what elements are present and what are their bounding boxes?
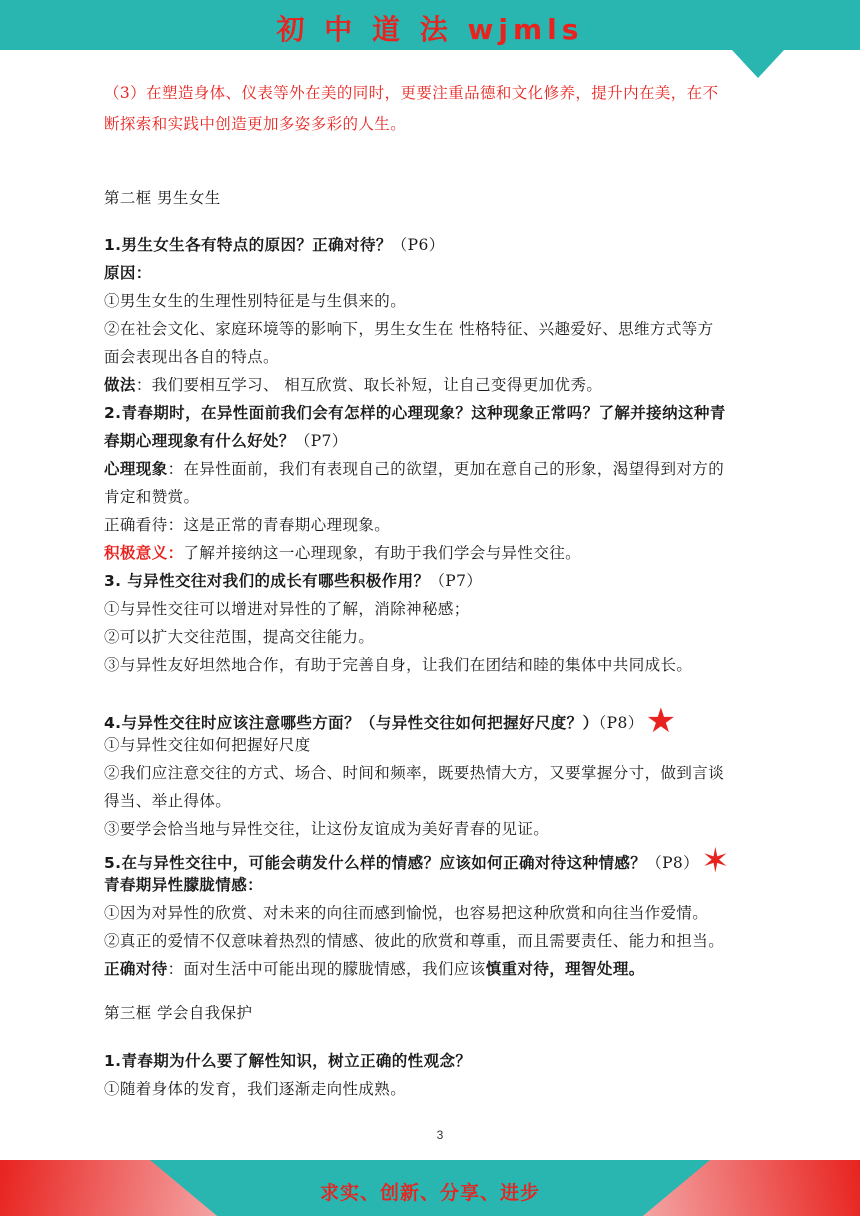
text-segment: 心理现象	[104, 460, 168, 478]
text-line	[104, 568, 784, 594]
text-line	[104, 816, 784, 842]
text-segment: ：我们要相互学习、 相互欣赏、取长补短，让自己变得更加优秀。	[135, 376, 603, 394]
text-segment: 2.青春期时，在异性面前我们会有怎样的心理现象？这种现象正常吗？了解并接纳这种青	[104, 404, 726, 422]
text-segment: （P7）	[294, 432, 348, 450]
text-line	[104, 185, 784, 211]
header-tab-shape	[732, 50, 784, 78]
text-segment: 面会表现出各自的特点。	[104, 348, 279, 366]
text-line	[104, 484, 784, 510]
text-segment: 1.男生女生各有特点的原因？正确对待？	[104, 236, 392, 254]
text-line	[104, 80, 784, 106]
text-segment: ②可以扩大交往范围，提高交往能力。	[104, 628, 375, 646]
text-line	[104, 624, 784, 650]
text-line	[104, 232, 784, 258]
text-segment: 肯定和赞赏。	[104, 488, 200, 506]
text-segment: ①与异性交往如何把握好尺度	[104, 736, 311, 754]
text-line	[104, 1000, 784, 1026]
text-line	[104, 456, 784, 482]
text-segment: 4.与异性交往时应该注意哪些方面？（与异性交往如何把握好尺度？）	[104, 714, 599, 732]
text-line	[104, 400, 784, 426]
header-title: 初 中 道 法 wjmls	[276, 13, 584, 46]
text-segment: ：在异性面前，我们有表现自己的欲望，更加在意自己的形象，渴望得到对方的	[167, 460, 725, 478]
text-segment: 得当、举止得体。	[104, 792, 232, 810]
text-line	[104, 316, 784, 342]
text-segment: 慎重对待，理智处理。	[485, 960, 645, 978]
footer-slogan: 求实、创新、分享、进步	[319, 1182, 540, 1204]
text-segment: 第二框 男生女生	[104, 189, 221, 207]
text-segment: ①男生女生的生理性别特征是与生俱来的。	[104, 292, 407, 310]
text-segment: （3）在塑造身体、仪表等外在美的同时，更要注重品德和文化修养，提升内在美，在不	[104, 84, 719, 102]
footer-banner	[0, 1160, 860, 1216]
text-segment: ③与异性友好坦然地合作，有助于完善自身，让我们在团结和睦的集体中共同成长。	[104, 656, 693, 674]
page-number: 3	[436, 1128, 444, 1142]
text-line	[104, 260, 784, 286]
text-segment: 正确对待	[104, 960, 168, 978]
text-segment: （P8）	[646, 854, 700, 872]
text-line	[104, 928, 784, 954]
text-segment: ②我们应注意交往的方式、场合、时间和频率，既要热情大方，又要掌握分寸，做到言谈	[104, 764, 725, 782]
star-icon: ✶	[701, 841, 730, 881]
text-line	[104, 596, 784, 622]
text-segment: （P6）	[391, 236, 445, 254]
text-segment: 5.在与异性交往中，可能会萌发什么样的情感？应该如何正确对待这种情感？	[104, 854, 647, 872]
text-segment: ②真正的爱情不仅意味着热烈的情感、彼此的欣赏和尊重，而且需要责任、能力和担当。	[104, 932, 725, 950]
text-segment: ①与异性交往可以增进对异性的了解，消除神秘感；	[104, 600, 470, 618]
text-segment: ①因为对异性的欣赏、对未来的向往而感到愉悦，也容易把这种欣赏和向往当作爱情。	[104, 904, 709, 922]
text-line	[104, 540, 784, 566]
text-line	[104, 760, 784, 786]
text-segment: 了解并接纳这一心理现象，有助于我们学会与异性交往。	[183, 544, 582, 562]
text-segment: （P7）	[429, 572, 483, 590]
text-segment: 做法	[104, 376, 136, 394]
text-line	[104, 956, 784, 982]
text-line	[104, 900, 784, 926]
text-line	[104, 872, 784, 898]
text-line	[104, 288, 784, 314]
text-segment: 积极意义：	[104, 544, 184, 562]
text-line	[104, 428, 784, 454]
text-line	[104, 732, 784, 758]
text-segment: 第三框 学会自我保护	[104, 1004, 253, 1022]
text-segment: 春期心理现象有什么好处？	[104, 432, 295, 450]
text-segment: ：面对生活中可能出现的朦胧情感，我们应该	[167, 960, 486, 978]
text-line	[104, 512, 784, 538]
text-segment: ②在社会文化、家庭环境等的影响下，男生女生在 性格特征、兴趣爱好、思维方式等方	[104, 320, 714, 338]
text-line	[104, 111, 784, 137]
text-segment: 3. 与异性交往对我们的成长有哪些积极作用？	[104, 572, 430, 590]
text-segment: 断探索和实践中创造更加多姿多彩的人生。	[104, 115, 407, 133]
text-segment: 原因：	[104, 264, 152, 282]
text-line	[104, 788, 784, 814]
text-segment: （P8）	[598, 714, 644, 732]
text-segment: 正确看待：这是正常的青春期心理现象。	[104, 516, 391, 534]
text-segment: ③要学会恰当地与异性交往，让这份友谊成为美好青春的见证。	[104, 820, 550, 838]
text-line	[104, 1076, 784, 1102]
text-line	[104, 344, 784, 370]
text-line	[104, 372, 784, 398]
text-segment: ①随着身体的发育，我们逐渐走向性成熟。	[104, 1080, 407, 1098]
text-segment: 1.青春期为什么要了解性知识，树立正确的性观念？	[104, 1052, 472, 1070]
text-segment: 青春期异性朦胧情感：	[104, 876, 264, 894]
text-line	[104, 652, 784, 678]
star-icon: ★	[645, 701, 677, 741]
text-line	[104, 1048, 784, 1074]
